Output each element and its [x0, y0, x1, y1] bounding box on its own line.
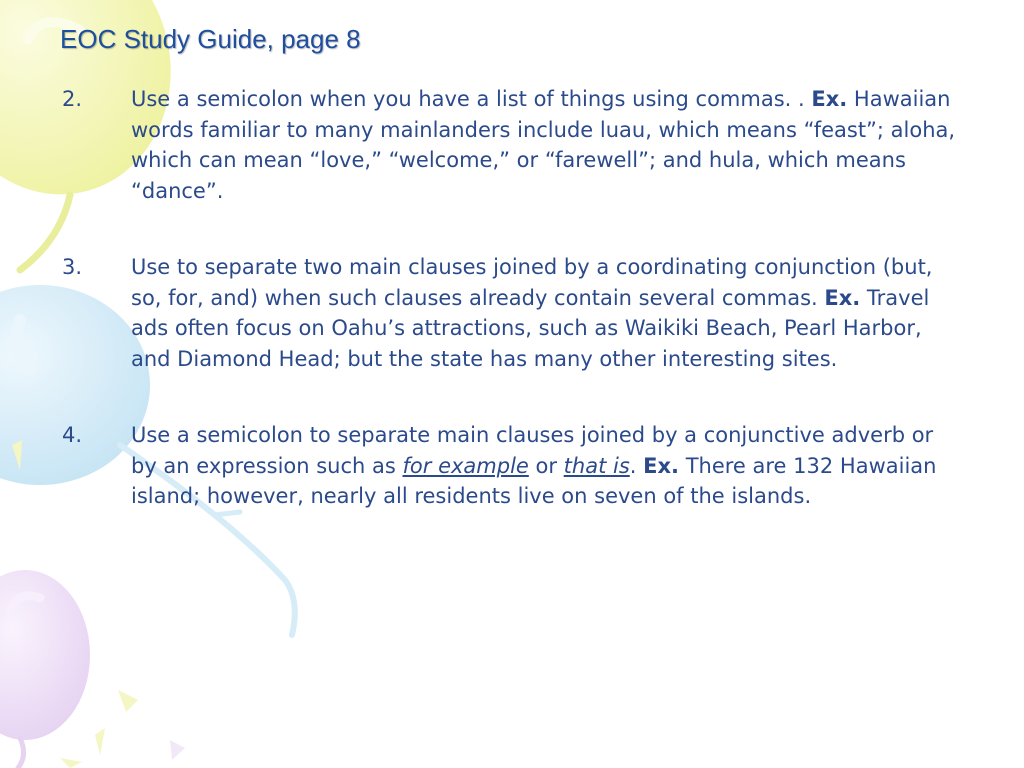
item-number: 2. — [62, 87, 83, 111]
emphasized-phrase: for example — [402, 453, 529, 478]
lilac-balloon-icon — [0, 570, 90, 768]
rule-text-end: . — [629, 453, 644, 478]
rule-text-joiner: or — [528, 453, 564, 478]
list-item — [62, 252, 962, 374]
rule-text: Use a semicolon when you have a list of things using commas. . — [131, 87, 805, 111]
rule-text: Use to separate two main clauses joined by a coordinating conjunction (but, so, for, and) when such clauses already contain several commas. — [131, 255, 933, 310]
list-item — [62, 420, 962, 512]
example-label: Ex. — [824, 285, 861, 310]
example-text: There are 132 Hawaiian island; however, nearly all residents live on seven of the islands. — [131, 453, 937, 508]
item-number: 4. — [62, 423, 83, 447]
example-label: Ex. — [643, 453, 680, 478]
slide-body — [62, 84, 962, 558]
slide-title: EOC Study Guide, page 8 — [60, 24, 361, 54]
example-text: Travel ads often focus on Oahu’s attractions, such as Waikiki Beach, Pearl Harbor, and Diamond Head; but the state has many other interesting sites. — [131, 285, 930, 371]
emphasized-phrase: that is — [563, 453, 630, 478]
list-item — [62, 84, 962, 206]
example-label: Ex. — [811, 87, 848, 111]
rule-text: Use a semicolon to separate main clauses joined by a conjunctive adverb or by an expression such as — [131, 423, 934, 478]
item-number: 3. — [62, 255, 83, 279]
example-text: Hawaiian words familiar to many mainlanders include luau, which means “feast”; aloha, which can mean “love,” “welcome,” or “farewell”; and hula, which means “dance”. — [131, 87, 956, 203]
